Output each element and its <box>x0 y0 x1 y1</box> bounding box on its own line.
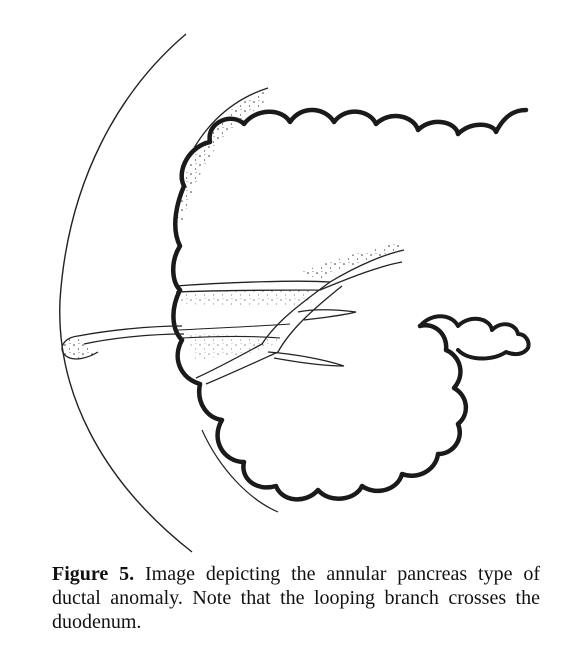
side-branch-1 <box>298 310 356 320</box>
duct-stipple-1 <box>300 242 402 280</box>
figure-caption-text: Image depicting the annular pancreas type of ductal anomaly. Note that the looping branch crosses the duodenum. <box>52 563 541 633</box>
duodenum-outer-curve <box>60 34 192 552</box>
figure-caption <box>52 562 540 634</box>
main-duct-lower-edge <box>176 262 402 292</box>
pancreas-tail-lobe <box>420 316 529 358</box>
side-branch-2 <box>268 352 344 366</box>
papilla-loop <box>62 336 98 359</box>
looping-branch-lower <box>84 334 184 344</box>
duct-stipple-2 <box>178 290 322 306</box>
figure-label: Figure 5. <box>52 563 135 585</box>
duodenum-inner-curve-lower <box>202 430 278 512</box>
